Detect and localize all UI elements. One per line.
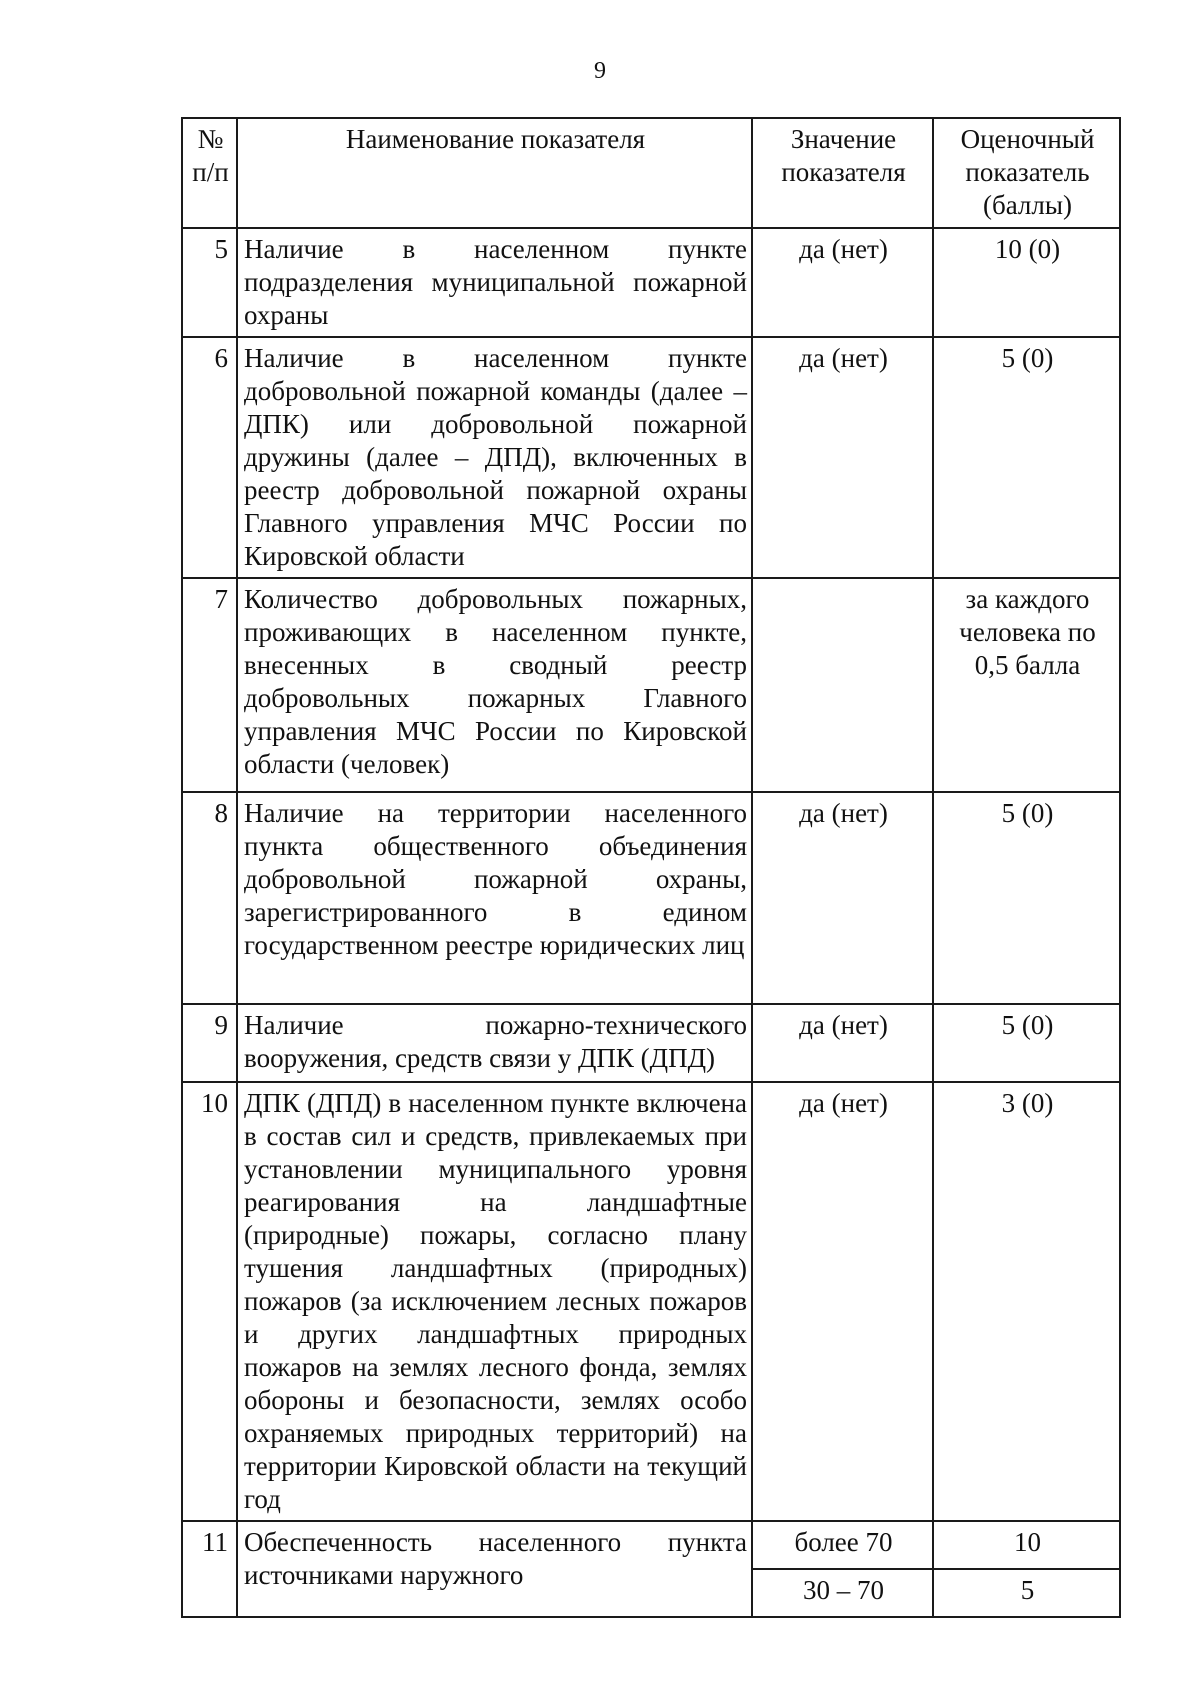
header-score: Оценочный показатель (баллы) bbox=[933, 118, 1120, 228]
row-value: да (нет) bbox=[752, 1082, 933, 1521]
row-name: Количество добровольных пожарных, проживающих в населенном пункте, внесенных в сводный реестр добровольных пожарных Главного управления МЧС России по Кировской области (человек) bbox=[237, 578, 752, 792]
table-row bbox=[182, 1521, 1120, 1569]
row-value: более 70 bbox=[752, 1521, 933, 1569]
row-value: да (нет) bbox=[752, 228, 933, 337]
row-number: 8 bbox=[182, 792, 237, 1004]
row-score: 5 (0) bbox=[933, 1004, 1120, 1082]
row-score: 5 (0) bbox=[933, 792, 1120, 1004]
row-name: Наличие на территории населенного пункта общественного объединения добровольной пожарной охраны, зарегистрированного в едином государственном реестре юридических лиц bbox=[237, 792, 752, 1004]
table-row bbox=[182, 1004, 1120, 1082]
table-row bbox=[182, 792, 1120, 1004]
table-row bbox=[182, 578, 1120, 792]
row-number: 6 bbox=[182, 337, 237, 578]
row-number: 7 bbox=[182, 578, 237, 792]
row-score: 5 bbox=[933, 1569, 1120, 1617]
indicators-table bbox=[181, 117, 1121, 1618]
table-header-row bbox=[182, 118, 1120, 228]
row-name: Обеспеченность населенного пункта источниками наружного bbox=[237, 1521, 752, 1617]
row-score: 3 (0) bbox=[933, 1082, 1120, 1521]
row-score: 10 bbox=[933, 1521, 1120, 1569]
row-value: да (нет) bbox=[752, 792, 933, 1004]
row-number: 5 bbox=[182, 228, 237, 337]
row-number: 10 bbox=[182, 1082, 237, 1521]
row-name: Наличие пожарно-технического вооружения, средств связи у ДПК (ДПД) bbox=[237, 1004, 752, 1082]
row-value: 30 – 70 bbox=[752, 1569, 933, 1617]
row-name: Наличие в населенном пункте подразделения муниципальной пожарной охраны bbox=[237, 228, 752, 337]
row-name: Наличие в населенном пункте добровольной пожарной команды (далее – ДПК) или добровольной пожарной дружины (далее – ДПД), включенных в реестр добровольной пожарной охраны Главного управления МЧС России по Кировской области bbox=[237, 337, 752, 578]
page-number: 9 bbox=[594, 58, 606, 84]
row-number: 9 bbox=[182, 1004, 237, 1082]
header-name: Наименование показателя bbox=[237, 118, 752, 228]
row-score: за каждого человека по 0,5 балла bbox=[933, 578, 1120, 792]
row-value bbox=[752, 578, 933, 792]
table-row bbox=[182, 228, 1120, 337]
table-row bbox=[182, 1082, 1120, 1521]
row-value: да (нет) bbox=[752, 337, 933, 578]
header-value: Значение показателя bbox=[752, 118, 933, 228]
row-number: 11 bbox=[182, 1521, 237, 1617]
table-row bbox=[182, 337, 1120, 578]
row-value: да (нет) bbox=[752, 1004, 933, 1082]
row-name: ДПК (ДПД) в населенном пункте включена в состав сил и средств, привлекаемых при установлении муниципального уровня реагирования на ландшафтные (природные) пожары, согласно плану тушения ландшафтных (природных) пожаров (за исключением лесных пожаров и других ландшафтных природных пожаров на землях лесного фонда, землях обороны и безопасности, землях особо охраняемых природных территорий) на территории Кировской области на текущий год bbox=[237, 1082, 752, 1521]
row-score: 5 (0) bbox=[933, 337, 1120, 578]
header-number: № п/п bbox=[182, 118, 237, 228]
row-score: 10 (0) bbox=[933, 228, 1120, 337]
